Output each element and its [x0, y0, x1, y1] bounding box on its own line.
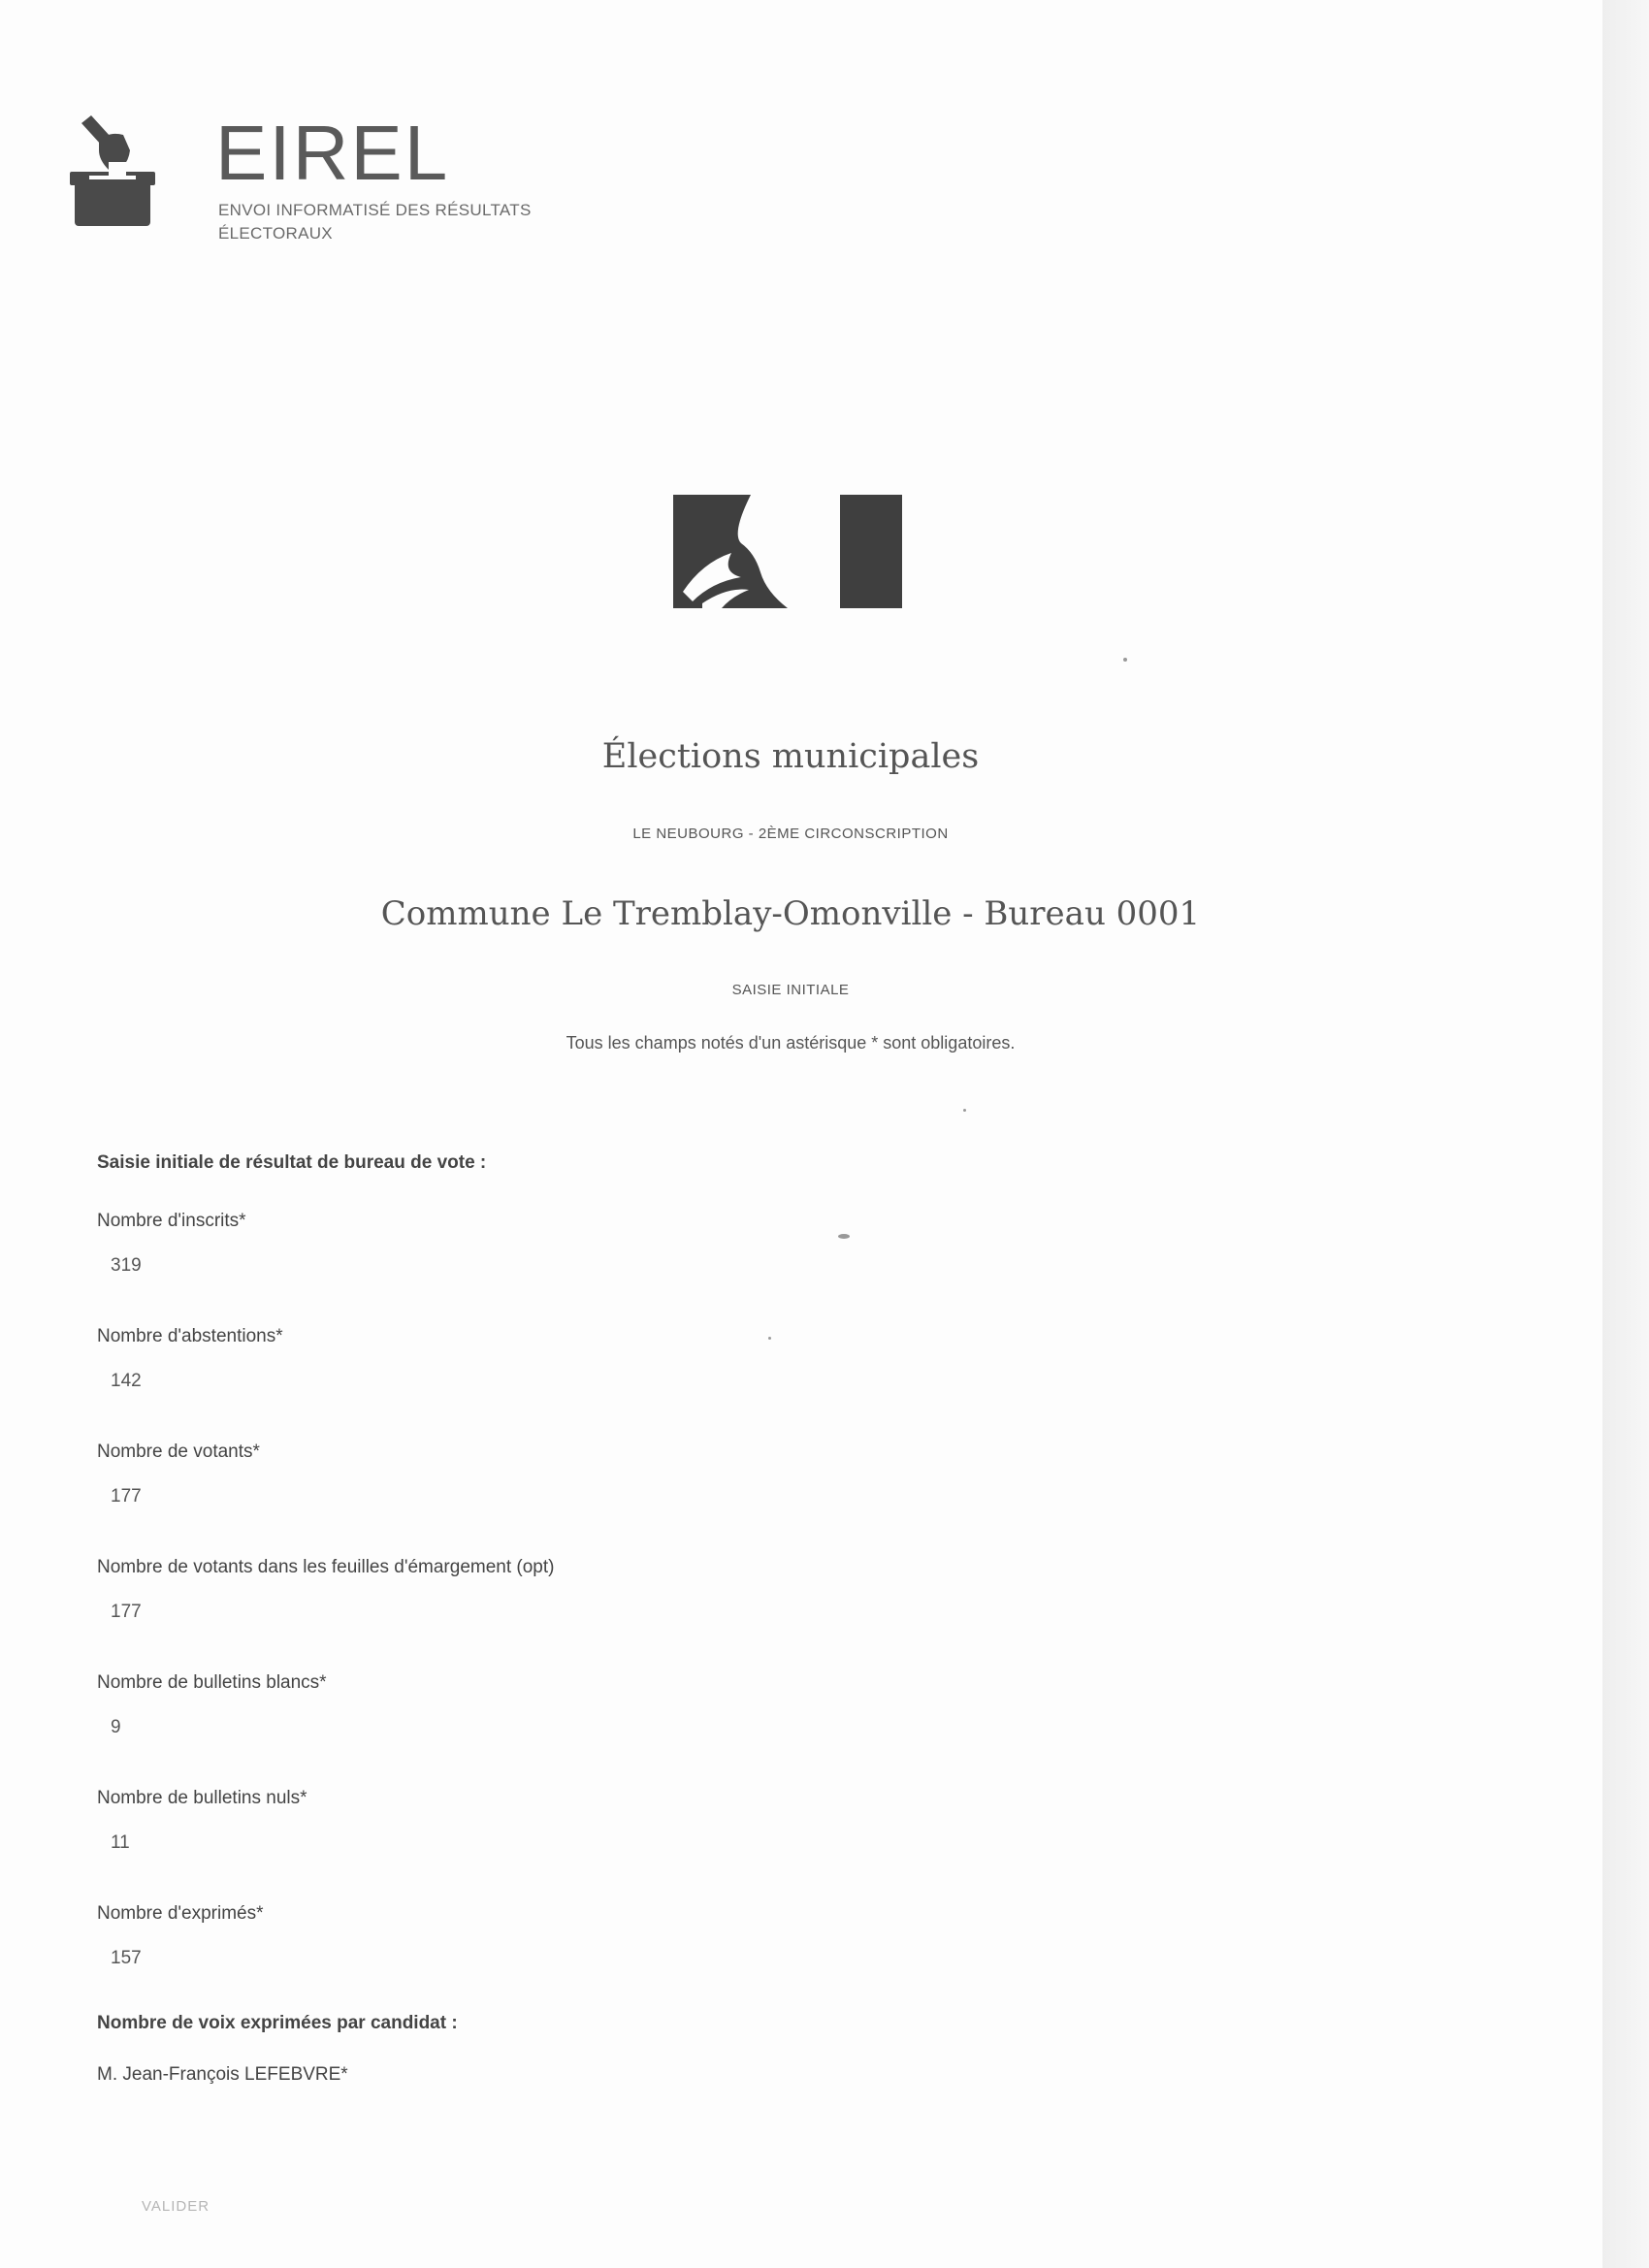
field-inscrits	[97, 1174, 1455, 1289]
field-label: Nombre d'abstentions*	[97, 1326, 283, 1346]
validate-button[interactable]: VALIDER	[126, 2194, 225, 2219]
candidate-label: M. Jean-François LEFEBVRE*	[97, 2064, 348, 2085]
scan-speck	[768, 1337, 771, 1340]
field-label: Nombre d'exprimés*	[97, 1903, 264, 1924]
field-votants-emargement	[97, 1520, 1455, 1636]
field-label: Nombre de bulletins nuls*	[97, 1788, 307, 1808]
election-title: Élections municipales	[601, 737, 980, 776]
bulletins-blancs-input[interactable]: 9	[111, 1717, 121, 1737]
field-bulletins-nuls	[97, 1751, 1455, 1866]
votants-emargement-input[interactable]: 177	[111, 1602, 142, 1622]
scanner-edge	[1602, 0, 1649, 2268]
field-bulletins-blancs	[97, 1636, 1455, 1751]
form-section-title: Saisie initiale de résultat de bureau de vote :	[97, 1152, 487, 1173]
required-fields-note: Tous les champs notés d'un astérisque * sont obligatoires.	[566, 1033, 1016, 1053]
entry-mode-label: SAISIE INITIALE	[731, 982, 850, 998]
commune-title: Commune Le Tremblay-Omonville - Bureau 0001	[380, 894, 1201, 933]
exprimes-input[interactable]: 157	[111, 1948, 142, 1968]
scan-speck	[1123, 658, 1127, 662]
ballot-box-icon	[70, 112, 162, 233]
field-label: Nombre de bulletins blancs*	[97, 1672, 327, 1693]
scan-speck	[838, 1234, 850, 1239]
field-votants	[97, 1405, 1455, 1520]
app-subtitle: ENVOI INFORMATISÉ DES RÉSULTATS ÉLECTORAUX	[218, 201, 532, 243]
candidates-section-title: Nombre de voix exprimées par candidat :	[97, 2013, 458, 2033]
field-label: Nombre de votants*	[97, 1442, 260, 1462]
votants-input[interactable]: 177	[111, 1486, 142, 1507]
circonscription-label: LE NEUBOURG - 2ÈME CIRCONSCRIPTION	[632, 826, 949, 842]
scan-speck	[963, 1109, 966, 1112]
app-name: EIREL	[215, 110, 450, 196]
field-abstentions	[97, 1289, 1455, 1405]
abstentions-input[interactable]: 142	[111, 1371, 142, 1391]
inscrits-input[interactable]: 319	[111, 1255, 142, 1276]
results-form	[97, 1152, 1455, 1982]
field-label: Nombre d'inscrits*	[97, 1211, 246, 1231]
field-exprimes	[97, 1866, 1455, 1982]
bulletins-nuls-input[interactable]: 11	[111, 1832, 130, 1853]
marianne-emblem	[673, 495, 902, 608]
field-label: Nombre de votants dans les feuilles d'émargement (opt)	[97, 1557, 555, 1577]
